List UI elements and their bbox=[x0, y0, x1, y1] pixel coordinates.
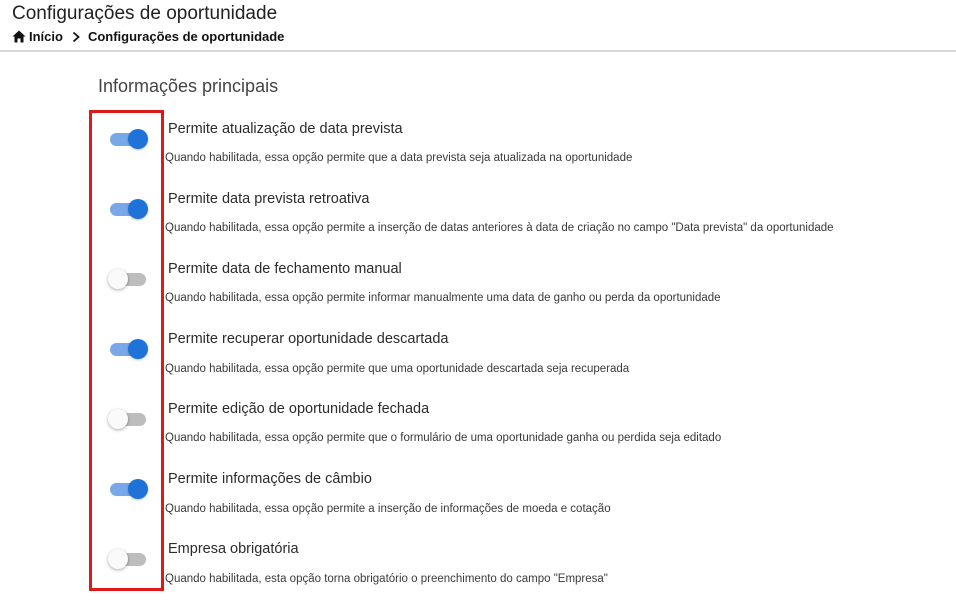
toggle-exchange-info[interactable] bbox=[108, 477, 150, 501]
breadcrumb-current: Configurações de oportunidade bbox=[87, 29, 285, 44]
setting-description: Quando habilitada, esta opção torna obrigatório o preenchimento do campo "Empresa" bbox=[165, 573, 608, 585]
setting-label: Permite recuperar oportunidade descartada bbox=[168, 331, 449, 347]
page-title: Configurações de oportunidade bbox=[12, 3, 278, 24]
setting-label: Empresa obrigatória bbox=[168, 541, 299, 557]
section-title: Informações principais bbox=[98, 76, 279, 96]
toggle-thumb bbox=[128, 199, 148, 219]
toggle-thumb bbox=[128, 339, 148, 359]
toggle-recover-discarded[interactable] bbox=[108, 337, 150, 361]
toggle-thumb bbox=[128, 479, 148, 499]
setting-label: Permite data de fechamento manual bbox=[168, 261, 402, 277]
toggle-edit-closed[interactable] bbox=[108, 407, 150, 431]
toggle-thumb bbox=[108, 409, 128, 429]
toggle-company-required[interactable] bbox=[108, 547, 150, 571]
toggle-thumb bbox=[128, 129, 148, 149]
toggle-update-forecast-date[interactable] bbox=[108, 127, 150, 151]
toggle-manual-closing-date[interactable] bbox=[108, 267, 150, 291]
setting-description: Quando habilitada, essa opção permite a inserção de informações de moeda e cotação bbox=[165, 503, 611, 515]
setting-label: Permite atualização de data prevista bbox=[168, 121, 403, 137]
setting-label: Permite data prevista retroativa bbox=[168, 191, 370, 207]
setting-description: Quando habilitada, essa opção permite que o formulário de uma oportunidade ganha ou perdida seja editado bbox=[165, 432, 722, 444]
setting-description: Quando habilitada, essa opção permite a inserção de datas anteriores à data de criação no campo "Data prevista" da oportunidade bbox=[165, 222, 834, 234]
toggle-retroactive-forecast-date[interactable] bbox=[108, 197, 150, 221]
setting-description: Quando habilitada, essa opção permite informar manualmente uma data de ganho ou perda da oportunidade bbox=[165, 292, 721, 304]
breadcrumb-home-link[interactable]: Início bbox=[29, 29, 63, 44]
setting-description: Quando habilitada, essa opção permite que a data prevista seja atualizada na oportunidade bbox=[165, 152, 633, 164]
toggle-thumb bbox=[108, 269, 128, 289]
setting-label: Permite edição de oportunidade fechada bbox=[168, 401, 430, 417]
setting-description: Quando habilitada, essa opção permite que uma oportunidade descartada seja recuperada bbox=[165, 363, 630, 375]
setting-label: Permite informações de câmbio bbox=[168, 471, 372, 487]
toggle-thumb bbox=[108, 549, 128, 569]
